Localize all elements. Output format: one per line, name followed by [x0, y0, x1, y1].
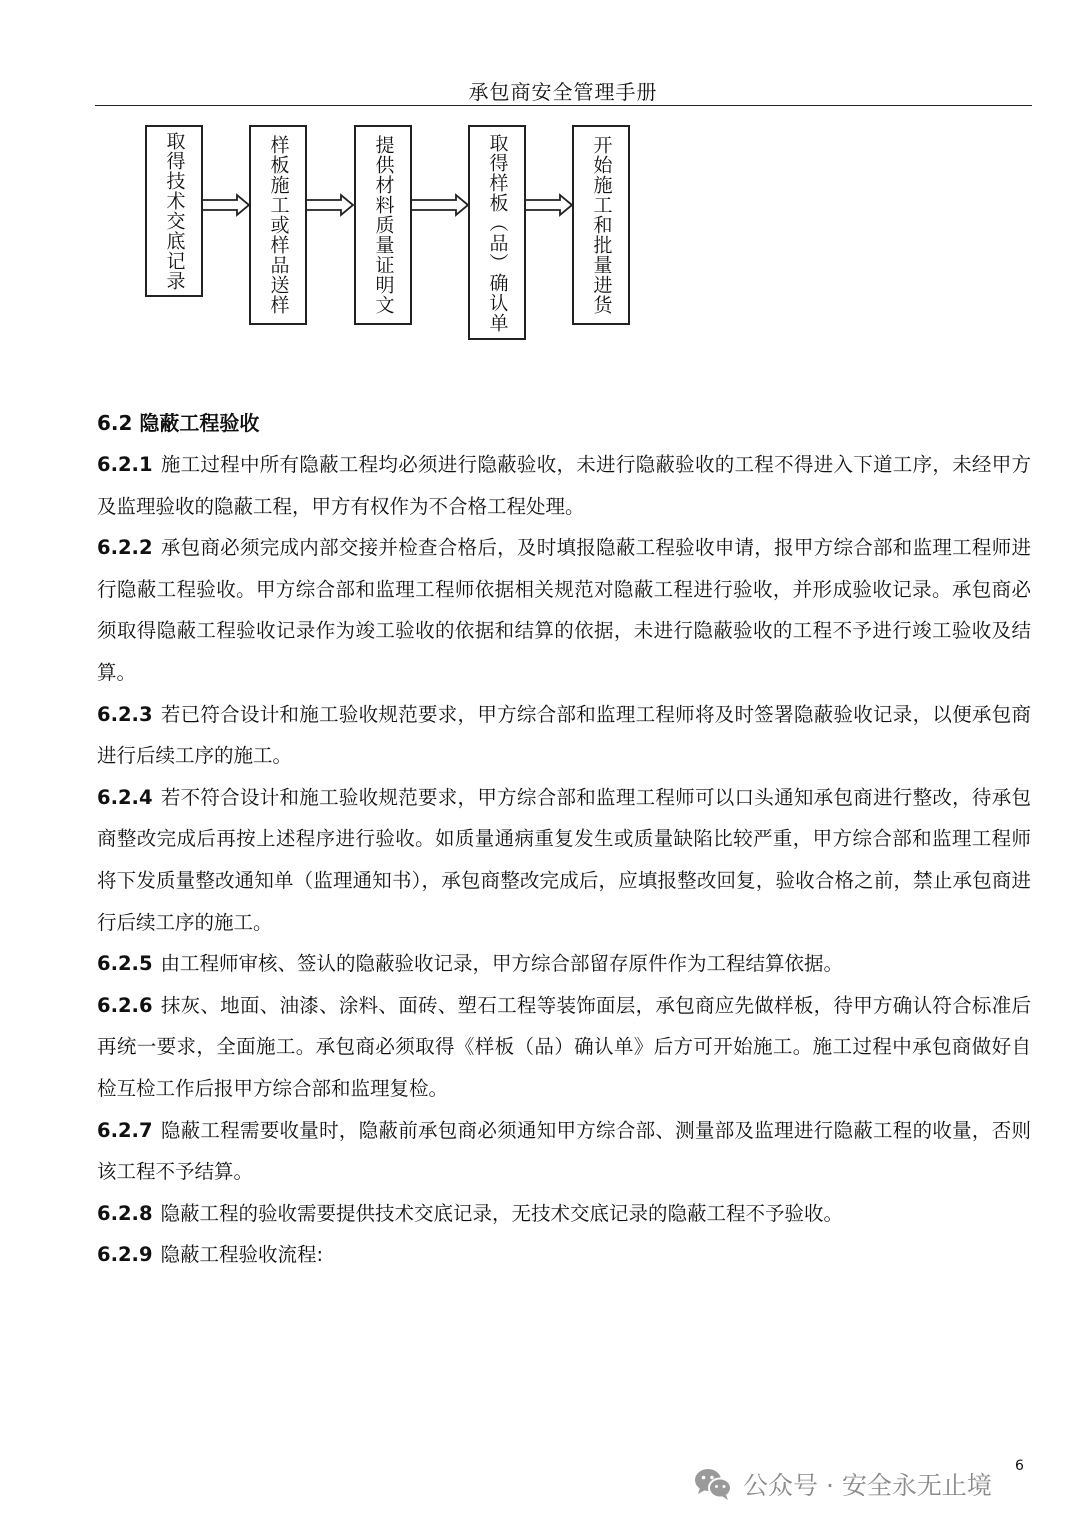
clause-6-2-7	[97, 1110, 1031, 1193]
clause-number: 6.2.9	[97, 1243, 153, 1267]
clause-number: 6.2.8	[97, 1201, 153, 1225]
clause-text: 由工程师审核、签认的隐蔽验收记录，甲方综合部留存原件作为工程结算依据。	[160, 952, 844, 976]
flow-arrow-4	[526, 193, 574, 217]
flow-arrow-3	[412, 193, 470, 217]
flow-box-technical-disclosure	[145, 125, 203, 297]
clause-6-2-5	[97, 943, 1031, 985]
clause-6-2-3	[97, 694, 1031, 777]
clause-text: 承包商必须完成内部交接并检查合格后，及时填报隐蔽工程验收申请，报甲方综合部和监理工程师进行隐蔽工程验收。甲方综合部和监理工程师依据相关规范对隐蔽工程进行验收，并形成验收记录。承包商必须取得隐蔽工程验收记录作为竣工验收的依据和结算的依据，未进行隐蔽验收的工程不予进行竣工验收及结算。	[97, 536, 1031, 684]
clause-text: 隐蔽工程的验收需要提供技术交底记录，无技术交底记录的隐蔽工程不予验收。	[160, 1201, 844, 1225]
flow-box-sample-construction	[249, 125, 307, 325]
clause-text: 抹灰、地面、油漆、涂料、面砖、塑石工程等装饰面层，承包商应先做样板，待甲方确认符合标准后再统一要求，全面施工。承包商必须取得《样板（品）确认单》后方可开始施工。施工过程中承包商做好自检互检工作后报甲方综合部和监理复检。	[97, 993, 1031, 1100]
clause-6-2-2	[97, 527, 1031, 693]
flow-box-label: 取得技术交底记录	[163, 131, 186, 291]
flow-box-label: 开始施工和批量进货	[590, 135, 613, 315]
section-heading: 6.2 隐蔽工程验收	[97, 411, 260, 435]
header-divider	[95, 105, 1032, 106]
watermark-text: 公众号 · 安全永无止境	[743, 1471, 992, 1500]
clause-number: 6.2.5	[97, 952, 153, 976]
clause-number: 6.2.2	[97, 536, 153, 560]
flow-box-label: 提供材料质量证明文	[372, 135, 395, 315]
page-number: 6	[1015, 1458, 1024, 1474]
clause-6-2-9	[97, 1234, 1031, 1276]
flow-arrow-1	[203, 193, 251, 217]
clause-number: 6.2.7	[97, 1118, 153, 1142]
clause-text: 若已符合设计和施工验收规范要求，甲方综合部和监理工程师将及时签署隐蔽验收记录，以便承包商进行后续工序的施工。	[97, 702, 1031, 768]
flow-arrow-2	[307, 193, 355, 217]
flow-box-material-certificate	[354, 125, 412, 325]
clause-6-2-1	[97, 444, 1031, 527]
clause-6-2-8	[97, 1193, 1031, 1235]
flow-box-start-construction	[572, 125, 630, 325]
clause-number: 6.2.6	[97, 993, 153, 1017]
clause-number: 6.2.4	[97, 785, 153, 809]
clause-6-2-4	[97, 777, 1031, 943]
clause-number: 6.2.3	[97, 702, 153, 726]
clause-number: 6.2.1	[97, 453, 153, 476]
watermark	[693, 1462, 992, 1506]
clause-text: 施工过程中所有隐蔽工程均必须进行隐蔽验收，未进行隐蔽验收的工程不得进入下道工序，未经甲方及监理验收的隐蔽工程，甲方有权作为不合格工程处理。	[97, 453, 1031, 518]
flow-box-sample-confirmation	[468, 125, 526, 340]
wechat-icon	[693, 1467, 733, 1501]
flow-box-label: 样板施工或样品送样	[267, 135, 290, 315]
flow-box-label: 取得样板（品）确认单	[486, 132, 509, 333]
section-content	[97, 402, 1031, 1276]
header-title: 承包商安全管理手册	[468, 80, 658, 104]
clause-6-2-6	[97, 985, 1031, 1110]
clause-text: 隐蔽工程需要收量时，隐蔽前承包商必须通知甲方综合部、测量部及监理进行隐蔽工程的收量，否则该工程不予结算。	[97, 1118, 1031, 1184]
clause-text: 若不符合设计和施工验收规范要求，甲方综合部和监理工程师可以口头通知承包商进行整改，待承包商整改完成后再按上述程序进行验收。如质量通病重复发生或质量缺陷比较严重，甲方综合部和监理工程师将下发质量整改通知单（监理通知书），承包商整改完成后，应填报整改回复，验收合格之前，禁止承包商进行后续工序的施工。	[97, 785, 1031, 934]
clause-text: 隐蔽工程验收流程:	[160, 1243, 324, 1267]
